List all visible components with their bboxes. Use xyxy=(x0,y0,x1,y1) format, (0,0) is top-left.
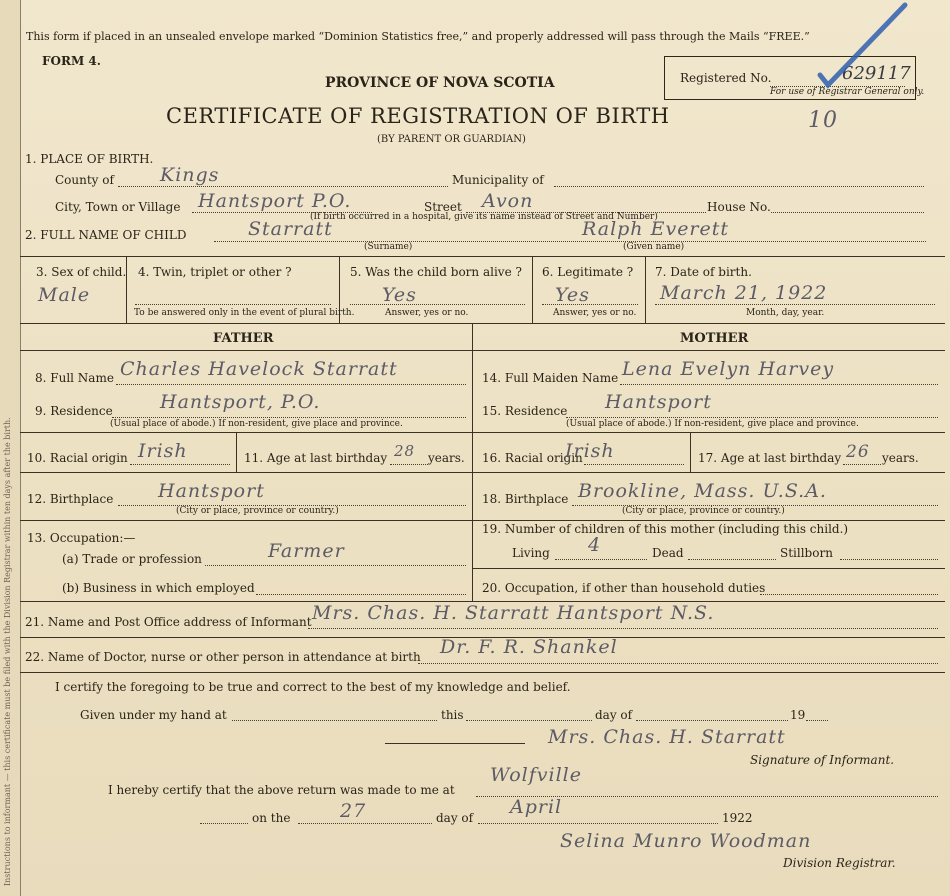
mother-children-label: 19. Number of children of this mother (including this child.) xyxy=(482,522,849,536)
alive-note: Answer, yes or no. xyxy=(385,308,469,318)
certification-statement: I certify the foregoing to be true and correct to the best of my knowledge and belief. xyxy=(55,680,571,694)
mother-dead-label: Dead xyxy=(652,546,684,560)
this-day-line xyxy=(466,720,592,721)
city-label: City, Town or Village xyxy=(55,200,181,214)
father-name-line xyxy=(116,384,466,385)
mother-heading: MOTHER xyxy=(680,331,749,346)
father-age-line xyxy=(390,464,428,465)
date-line xyxy=(655,304,935,305)
rule-row3-v4 xyxy=(645,256,646,323)
alive-line xyxy=(350,304,525,305)
given-place-line xyxy=(232,720,437,721)
mother-birthplace-label: 18. Birthplace xyxy=(482,492,569,506)
mother-residence-label: 15. Residence xyxy=(482,404,568,418)
father-trade-label: (a) Trade or profession xyxy=(62,552,202,566)
twin-note: To be answered only in the event of plural birth. xyxy=(134,308,355,318)
year-prefix: 19 xyxy=(790,708,806,722)
father-residence-note: (Usual place of abode.) If non-resident, give place and province. xyxy=(110,419,403,429)
mother-name-value: Lena Evelyn Harvey xyxy=(622,358,835,380)
registered-label: Registered No. xyxy=(680,71,772,85)
registrar-month-line xyxy=(478,823,718,824)
rule-mother-birthplace xyxy=(473,520,945,521)
mother-occupation-label: 20. Occupation, if other than household duties xyxy=(482,581,766,595)
registrar-day-line xyxy=(298,823,432,824)
rule-mother-age-divider xyxy=(690,432,691,472)
mother-birthplace-value: Brookline, Mass. U.S.A. xyxy=(578,480,827,502)
rule-row3-v3 xyxy=(532,256,533,323)
mother-living-label: Living xyxy=(512,546,550,560)
sex-label: 3. Sex of child. xyxy=(36,265,127,279)
postal-note: This form if placed in an unsealed envelope marked “Dominion Statistics free,” and properly addressed will pass through the Mails “FREE.” xyxy=(26,30,810,43)
street-value: Avon xyxy=(482,190,534,212)
registered-number: 629117 xyxy=(842,63,911,84)
father-residence-value: Hantsport, P.O. xyxy=(160,391,321,413)
on-the-label: on the xyxy=(252,811,291,825)
rule-doctor xyxy=(20,672,945,673)
surname-caption: (Surname) xyxy=(364,242,413,252)
mother-racial-line xyxy=(584,464,684,465)
mother-age-value: 26 xyxy=(846,442,870,462)
informant-value: Mrs. Chas. H. Starratt Hantsport N.S. xyxy=(312,602,715,624)
mother-age-label: 17. Age at last birthday xyxy=(698,451,842,465)
rule-mother-racial xyxy=(473,472,945,473)
informant-label: 21. Name and Post Office address of Informant xyxy=(25,615,312,629)
registrar-signature-label: Division Registrar. xyxy=(783,856,896,870)
rule-father-racial xyxy=(20,472,473,473)
registrar-place: Wolfville xyxy=(490,764,582,786)
mother-residence-line xyxy=(566,417,938,418)
mother-occupation-line xyxy=(760,594,938,595)
rule-signature-left xyxy=(385,743,525,744)
house-line xyxy=(771,212,924,213)
father-racial-label: 10. Racial origin xyxy=(27,451,128,465)
left-margin-strip xyxy=(0,0,21,896)
father-racial-line xyxy=(130,464,230,465)
alive-value: Yes xyxy=(382,284,417,306)
province-heading: PROVINCE OF NOVA SCOTIA xyxy=(325,75,555,91)
place-of-birth-heading: 1. PLACE OF BIRTH. xyxy=(25,152,154,166)
registrar-note: For use of Registrar General only. xyxy=(770,87,925,97)
father-business-line xyxy=(256,594,466,595)
father-birthplace-value: Hantsport xyxy=(158,480,265,502)
county-line xyxy=(118,186,448,187)
rule-parents-top xyxy=(20,323,945,324)
city-value: Hantsport P.O. xyxy=(198,190,352,212)
rule-father-residence xyxy=(20,432,473,433)
date-note: Month, day, year. xyxy=(746,308,825,318)
father-birthplace-label: 12. Birthplace xyxy=(27,492,114,506)
county-value: Kings xyxy=(160,164,220,186)
mother-stillborn-line xyxy=(840,559,938,560)
father-residence-line xyxy=(112,417,466,418)
this-label: this xyxy=(441,708,464,722)
registrar-signature: Selina Munro Woodman xyxy=(560,830,812,852)
father-residence-label: 9. Residence xyxy=(35,404,113,418)
child-given-name: Ralph Everett xyxy=(582,218,730,240)
day-of-label: day of xyxy=(595,708,633,722)
child-name-label: 2. FULL NAME OF CHILD xyxy=(25,228,187,242)
doctor-value: Dr. F. R. Shankel xyxy=(440,636,618,658)
mother-living-value: 4 xyxy=(588,534,602,556)
registrar-day: 27 xyxy=(340,800,367,822)
rule-mother-children xyxy=(473,568,945,569)
father-years-label: years. xyxy=(428,451,465,465)
doctor-label: 22. Name of Doctor, nurse or other person in attendance at birth xyxy=(25,650,421,664)
informant-signature: Mrs. Chas. H. Starratt xyxy=(548,726,786,748)
registrar-day-of-label: day of xyxy=(436,811,474,825)
rule-parents-divider xyxy=(472,323,473,601)
day-of-month-line xyxy=(636,720,788,721)
father-trade-value: Farmer xyxy=(268,540,345,562)
rule-father-age-divider xyxy=(236,432,237,472)
document-title: CERTIFICATE OF REGISTRATION OF BIRTH xyxy=(166,104,670,128)
father-business-label: (b) Business in which employed xyxy=(62,581,255,595)
mother-residence-value: Hantsport xyxy=(605,391,712,413)
rule-parents-sub xyxy=(20,350,945,351)
date-value: March 21, 1922 xyxy=(660,282,828,304)
mother-years-label: years. xyxy=(882,451,919,465)
rule-father-birthplace xyxy=(20,520,473,521)
registrar-year: 1922 xyxy=(722,811,753,825)
hospital-note: (If birth occurred in a hospital, give its name instead of Street and Number) xyxy=(310,212,658,222)
rule-mother-residence xyxy=(473,432,945,433)
house-label: House No. xyxy=(707,200,771,214)
given-under-hand-label: Given under my hand at xyxy=(80,708,227,722)
legitimate-note: Answer, yes or no. xyxy=(553,308,637,318)
mother-name-line xyxy=(620,384,938,385)
legitimate-label: 6. Legitimate ? xyxy=(542,265,634,279)
mother-residence-note: (Usual place of abode.) If non-resident, give place and province. xyxy=(566,419,859,429)
county-label: County of xyxy=(55,173,114,187)
municipality-line xyxy=(554,186,924,187)
father-age-label: 11. Age at last birthday xyxy=(244,451,388,465)
twin-line xyxy=(135,304,331,305)
street-label: Street xyxy=(424,200,462,214)
father-name-value: Charles Havelock Starratt xyxy=(120,358,398,380)
informant-line xyxy=(308,628,938,629)
form-number: FORM 4. xyxy=(42,54,101,68)
corner-mark: 10 xyxy=(808,108,838,133)
registrar-statement: I hereby certify that the above return was made to me at xyxy=(108,783,455,797)
father-occupation-label: 13. Occupation:— xyxy=(27,531,136,545)
on-the-lead-line xyxy=(200,823,248,824)
sex-value: Male xyxy=(38,284,91,306)
father-trade-line xyxy=(205,565,466,566)
mother-living-line xyxy=(555,559,647,560)
child-name-line xyxy=(214,241,926,242)
father-heading: FATHER xyxy=(213,331,274,346)
given-name-caption: (Given name) xyxy=(623,242,685,252)
father-racial-value: Irish xyxy=(138,440,188,462)
doctor-line xyxy=(418,663,938,664)
mother-dead-line xyxy=(688,559,776,560)
mother-racial-value: Irish xyxy=(565,440,615,462)
blue-pencil-check-icon xyxy=(810,0,920,90)
mother-stillborn-label: Stillborn xyxy=(780,546,833,560)
twin-label: 4. Twin, triplet or other ? xyxy=(138,265,292,279)
mother-birthplace-note: (City or place, province or country.) xyxy=(622,506,785,516)
year-line xyxy=(806,720,828,721)
municipality-label: Municipality of xyxy=(452,173,544,187)
father-birthplace-note: (City or place, province or country.) xyxy=(176,506,339,516)
informant-signature-label: Signature of Informant. xyxy=(750,753,895,767)
father-name-label: 8. Full Name xyxy=(35,371,114,385)
child-surname: Starratt xyxy=(248,218,333,240)
mother-age-line xyxy=(843,464,881,465)
father-age-value: 28 xyxy=(394,442,416,460)
date-label: 7. Date of birth. xyxy=(655,265,752,279)
rule-row3-top xyxy=(20,256,945,257)
legitimate-value: Yes xyxy=(555,284,590,306)
mother-racial-label: 16. Racial origin xyxy=(482,451,583,465)
alive-label: 5. Was the child born alive ? xyxy=(350,265,522,279)
document-subtitle: (BY PARENT OR GUARDIAN) xyxy=(377,134,526,145)
mother-name-label: 14. Full Maiden Name xyxy=(482,371,619,385)
margin-instructions: Instructions to informant — this certificate must be filed with the Division Registrar within ten days after the birth. xyxy=(3,417,12,886)
registrar-month: April xyxy=(510,796,563,818)
